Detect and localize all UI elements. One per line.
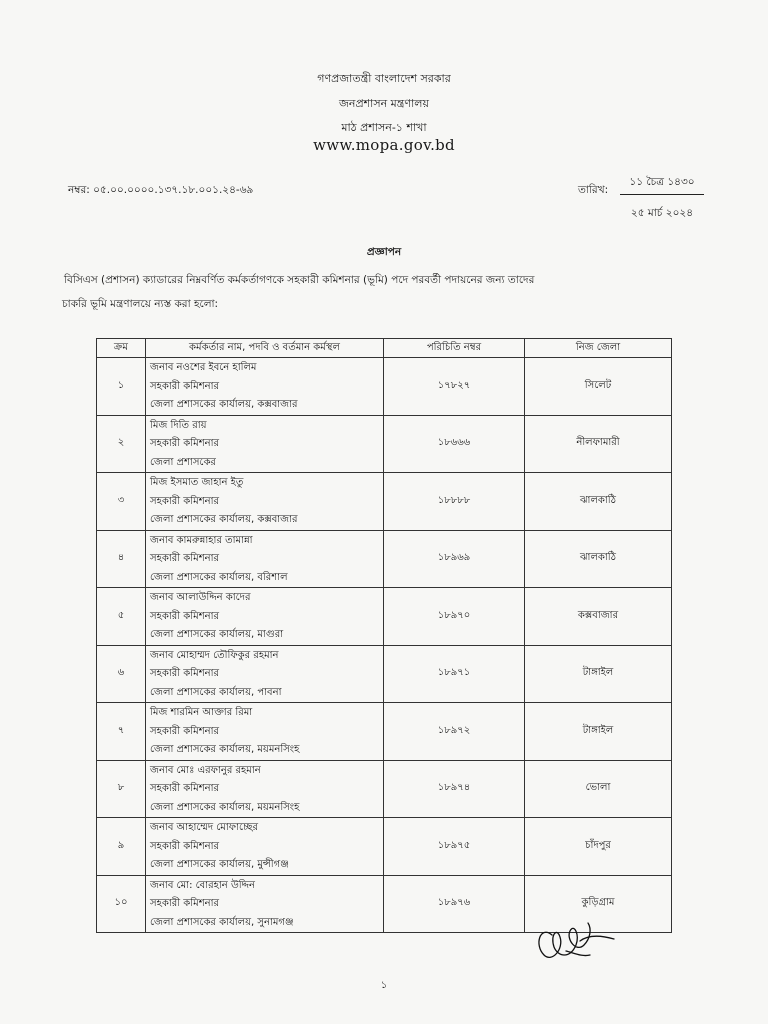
officer-name: মিজ দিতি রায় bbox=[150, 419, 207, 431]
govt-title: গণপ্রজাতন্ত্রী বাংলাদেশ সরকার bbox=[317, 72, 451, 85]
body-line-1: বিসিএস (প্রশাসন) ক্যাডারের নিম্নবর্ণিত কর্মকর্তাগণকে সহকারী কমিশনার (ভূমি) পদে পরবর্তী পদায়নের জন্য তাদের bbox=[64, 274, 535, 286]
cell-officer bbox=[146, 530, 384, 588]
officer-office: জেলা প্রশাসকের কার্যালয়, সুনামগঞ্জ bbox=[150, 916, 294, 928]
officer-table bbox=[96, 338, 672, 933]
officer-name: জনাব আহাম্মেদ মোফাচ্ছের bbox=[150, 822, 258, 833]
cell-id: ১৮৬৬৬ bbox=[384, 415, 525, 473]
officer-name: জনাব নওশের ইবনে হালিম bbox=[150, 362, 257, 373]
officer-office: জেলা প্রশাসকের কার্যালয়, কক্সবাজার bbox=[150, 514, 298, 525]
cell-district: সিলেট bbox=[525, 358, 672, 416]
date-bangla: ১১ চৈত্র ১৪৩০ bbox=[620, 175, 704, 195]
cell-id: ১৭৮২৭ bbox=[384, 358, 525, 416]
cell-district: চাঁদপুর bbox=[525, 818, 672, 876]
officer-designation: সহকারী কমিশনার bbox=[150, 783, 219, 794]
officer-designation: সহকারী কমিশনার bbox=[150, 438, 219, 449]
cell-district: ঝালকাঠি bbox=[525, 530, 672, 588]
cell-serial: ৩ bbox=[97, 473, 146, 531]
cell-officer bbox=[146, 473, 384, 531]
cell-serial: ৬ bbox=[97, 645, 146, 703]
officer-name: মিজ শারমিন আক্তার রিমা bbox=[150, 707, 253, 718]
officer-name: জনাব আলাউদ্দিন কাদের bbox=[150, 592, 251, 603]
officer-office: জেলা প্রশাসকের কার্যালয়, কক্সবাজার bbox=[150, 399, 298, 410]
cell-district: নীলফামারী bbox=[525, 415, 672, 473]
officer-designation: সহকারী কমিশনার bbox=[150, 898, 219, 909]
body-paragraph bbox=[62, 268, 712, 316]
cell-id: ১৮৯৭২ bbox=[384, 703, 525, 761]
officer-office: জেলা প্রশাসকের কার্যালয়, ময়মনসিংহ bbox=[150, 744, 300, 755]
section-name: মাঠ প্রশাসন-১ শাখা bbox=[341, 121, 427, 134]
cell-id: ১৮৯৭০ bbox=[384, 588, 525, 646]
table-row bbox=[97, 645, 672, 703]
cell-id: ১৮৯৭৪ bbox=[384, 760, 525, 818]
col-header-serial: ক্রম bbox=[97, 339, 146, 358]
officer-designation: সহকারী কমিশনার bbox=[150, 725, 219, 737]
cell-officer bbox=[146, 415, 384, 473]
cell-officer bbox=[146, 588, 384, 646]
cell-serial: ২ bbox=[97, 415, 146, 473]
officer-office: জেলা প্রশাসকের কার্যালয়, পাবনা bbox=[150, 686, 282, 698]
cell-officer bbox=[146, 703, 384, 761]
cell-id: ১৮৯৭৬ bbox=[384, 875, 525, 933]
cell-district: কুড়িগ্রাম bbox=[525, 875, 672, 933]
table-row bbox=[97, 703, 672, 761]
col-header-name: কর্মকর্তার নাম, পদবি ও বর্তমান কর্মস্থল bbox=[146, 339, 384, 358]
officer-name: জনাব মো: বোরহান উদ্দিন bbox=[150, 879, 255, 891]
table-header-row bbox=[97, 339, 672, 358]
cell-serial: ১ bbox=[97, 358, 146, 416]
signature bbox=[530, 905, 620, 965]
officer-designation: সহকারী কমিশনার bbox=[150, 840, 219, 852]
cell-id: ১৮৮৮৮ bbox=[384, 473, 525, 531]
table-row bbox=[97, 415, 672, 473]
cell-district: কক্সবাজার bbox=[525, 588, 672, 646]
cell-id: ১৮৯৭১ bbox=[384, 645, 525, 703]
officer-office: জেলা প্রশাসকের কার্যালয়, ময়মনসিংহ bbox=[150, 801, 300, 813]
table-row bbox=[97, 530, 672, 588]
cell-serial: ৪ bbox=[97, 530, 146, 588]
officer-name: জনাব কামরুন্নাহার তামান্না bbox=[150, 534, 253, 546]
cell-district: টাঙ্গাইল bbox=[525, 645, 672, 703]
cell-district: টাঙ্গাইল bbox=[525, 703, 672, 761]
cell-serial: ৫ bbox=[97, 588, 146, 646]
officer-name: মিজ ইসমাত জাহান ইতু bbox=[150, 477, 244, 488]
ministry-name: জনপ্রশাসন মন্ত্রণালয় bbox=[339, 97, 429, 110]
table-row bbox=[97, 818, 672, 876]
cell-serial: ৯ bbox=[97, 818, 146, 876]
cell-officer bbox=[146, 818, 384, 876]
website-link[interactable]: www.mopa.gov.bd bbox=[313, 136, 455, 154]
officer-name: জনাব মোহাম্মদ তৌফিকুর রহমান bbox=[150, 649, 279, 661]
officer-name: জনাব মোঃ এরফানুর রহমান bbox=[150, 764, 261, 776]
officer-office: জেলা প্রশাসকের bbox=[150, 456, 216, 468]
cell-officer bbox=[146, 358, 384, 416]
cell-district: ভোলা bbox=[525, 760, 672, 818]
officer-office: জেলা প্রশাসকের কার্যালয়, মাগুরা bbox=[150, 629, 284, 640]
cell-officer bbox=[146, 875, 384, 933]
page-number: ১ bbox=[380, 980, 388, 991]
cell-serial: ৮ bbox=[97, 760, 146, 818]
officer-designation: সহকারী কমিশনার bbox=[150, 668, 219, 679]
subject-title: প্রজ্ঞাপন bbox=[366, 246, 402, 258]
officer-designation: সহকারী কমিশনার bbox=[150, 553, 219, 564]
table-row bbox=[97, 588, 672, 646]
cell-id: ১৮৯৭৫ bbox=[384, 818, 525, 876]
table-row bbox=[97, 358, 672, 416]
date-english: ২৫ মার্চ ২০২৪ bbox=[630, 207, 694, 219]
officer-designation: সহকারী কমিশনার bbox=[150, 495, 219, 507]
col-header-id: পরিচিতি নম্বর bbox=[384, 339, 525, 358]
cell-id: ১৮৯৬৯ bbox=[384, 530, 525, 588]
memo-number: নম্বর: ০৫.০০.০০০০.১৩৭.১৮.০০১.২৪-৬৯ bbox=[68, 184, 254, 196]
table-row bbox=[97, 760, 672, 818]
cell-serial: ১০ bbox=[97, 875, 146, 933]
cell-officer bbox=[146, 760, 384, 818]
officer-office: জেলা প্রশাসকের কার্যালয়, বরিশাল bbox=[150, 571, 288, 583]
col-header-district: নিজ জেলা bbox=[525, 339, 672, 358]
body-line-2: চাকরি ভূমি মন্ত্রণালয়ে ন্যস্ত করা হলো: bbox=[62, 298, 219, 310]
cell-district: ঝালকাঠি bbox=[525, 473, 672, 531]
table-row bbox=[97, 473, 672, 531]
officer-designation: সহকারী কমিশনার bbox=[150, 380, 219, 392]
officer-office: জেলা প্রশাসকের কার্যালয়, মুন্সীগঞ্জ bbox=[150, 859, 289, 870]
cell-officer bbox=[146, 645, 384, 703]
officer-designation: সহকারী কমিশনার bbox=[150, 610, 219, 622]
date-label: তারিখ: bbox=[578, 184, 609, 196]
cell-serial: ৭ bbox=[97, 703, 146, 761]
